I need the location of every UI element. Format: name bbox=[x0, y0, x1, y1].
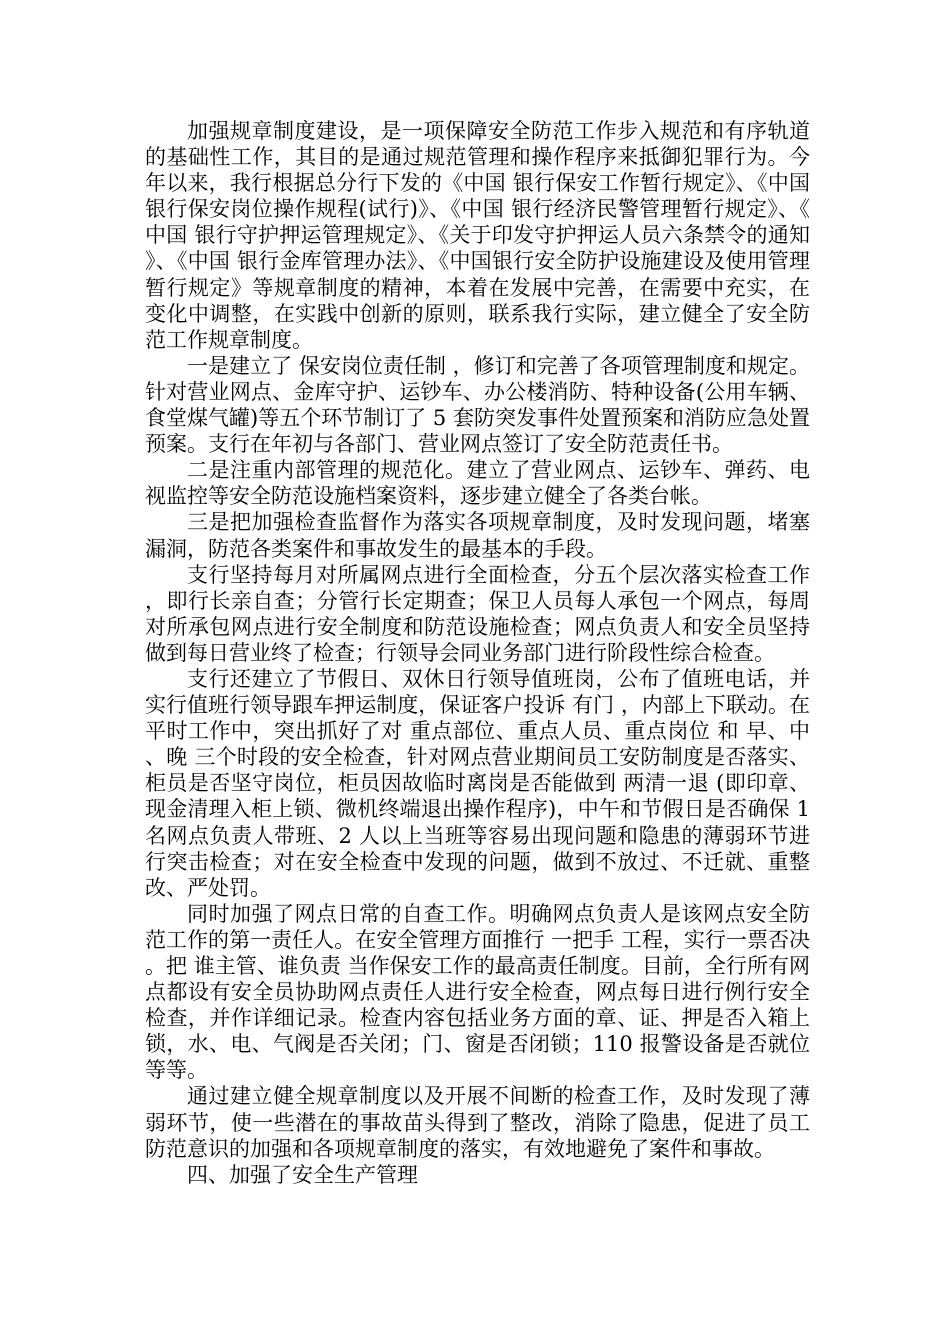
paragraph-monthly-inspection: 支行坚持每月对所属网点进行全面检查，分五个层次落实检查工作，即行长亲自查；分管行长定期查；保卫人员每人承包一个网点，每周对所承包网点进行安全制度和防范设施检查；网点负责人和安全员坚持做到每日营业终了检查；行领导会同业务部门进行阶段性综合检查。 bbox=[145, 562, 810, 665]
paragraph-responsibility-system: 一是建立了 保安岗位责任制 ，修订和完善了各项管理制度和规定。针对营业网点、金库守护、运钞车、办公楼消防、特种设备(公用车辆、食堂煤气罐)等五个环节制订了 5 套防突发事件处置预案和消防应急处置预案。支行在年初与各部门、营业网点签订了安全防范责任书。 bbox=[145, 353, 810, 457]
paragraph-duty-system: 支行还建立了节假日、双休日行领导值班岗，公布了值班电话，并实行值班行领导跟车押运制度，保证客户投诉 有门 ，内部上下联动。在平时工作中，突出抓好了对 重点部位、重点人员、重点岗位 和 早、中、晚 三个时段的安全检查，针对网点营业期间员工安防制度是否落实、柜员是否坚守岗位，柜员因故临时离岗是否能做到 两清一退 (即印章、现金清理入柜上锁、微机终端退出操作程序)，中午和节假日是否确保 1 名网点负责人带班、2 人以上当班等容易出现问题和隐患的薄弱环节进行突击检查；对在安全检查中发现的问题，做到不放过、不迁就、重整改、严处罚。 bbox=[145, 666, 810, 900]
paragraph-regulations-intro: 加强规章制度建设，是一项保障安全防范工作步入规范和有序轨道的基础性工作，其目的是通过规范管理和操作程序来抵御犯罪行为。今年以来，我行根据总分行下发的《中国 银行保安工作暂行规定》、《中国 银行保安岗位操作规程(试行)》、《中国 银行经济民警管理暂行规定》、《中国 银行守护押运管理规定》、《关于印发守护押运人员六条禁令的通知》、《中国 银行金库管理办法》、《中国银行安全防护设施建设及使用管理暂行规定》等规章制度的精神，本着在发展中完善，在需要中充实，在变化中调整，在实践中创新的原则，联系我行实际，建立健全了安全防范工作规章制度。 bbox=[145, 119, 810, 352]
paragraph-self-inspection: 同时加强了网点日常的自查工作。明确网点负责人是该网点安全防范工作的第一责任人。在安全管理方面推行 一把手 工程，实行一票否决。把 谁主管、谁负责 当作保安工作的最高责任制度。目前，全行所有网点都设有安全员协助网点责任人进行安全检查，网点每日进行例行安全检查，并作详细记录。检查内容包括业务方面的章、证、押是否入箱上锁，水、电、气阀是否关闭；门、窗是否闭锁；110 报警设备是否就位等等。 bbox=[145, 901, 810, 1083]
paragraph-internal-management: 二是注重内部管理的规范化。建立了营业网点、运钞车、弹药、电视监控等安全防范设施档案资料，逐步建立健全了各类台帐。 bbox=[145, 458, 810, 509]
section-heading-safety-production: 四、加强了安全生产管理 bbox=[187, 1162, 418, 1187]
paragraph-results: 通过建立健全规章制度以及开展不间断的检查工作，及时发现了薄弱环节，使一些潜在的事故苗头得到了整改，消除了隐患，促进了员工防范意识的加强和各项规章制度的落实，有效地避免了案件和事故。 bbox=[145, 1084, 810, 1161]
document-body bbox=[145, 118, 810, 1188]
paragraph-inspection-supervision: 三是把加强检查监督作为落实各项规章制度，及时发现问题，堵塞漏洞，防范各类案件和事故发生的最基本的手段。 bbox=[145, 510, 810, 561]
